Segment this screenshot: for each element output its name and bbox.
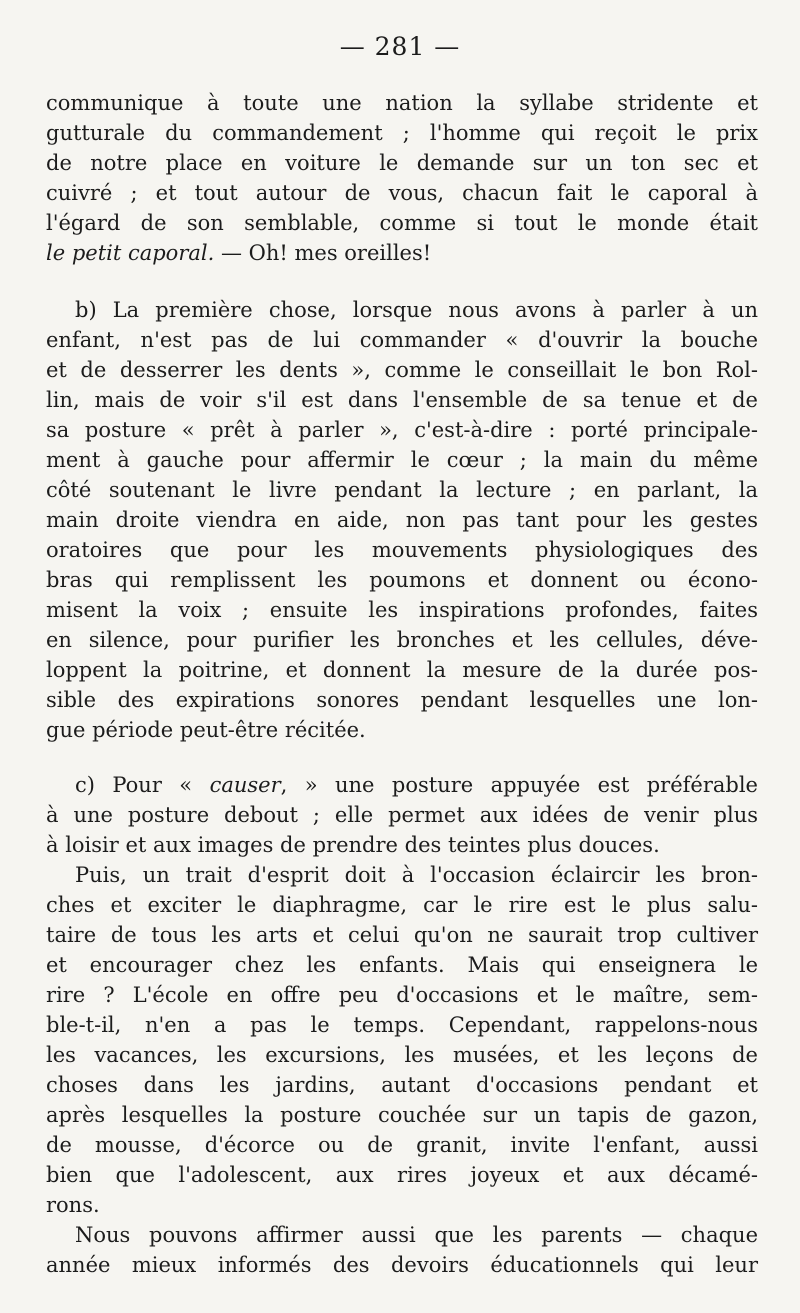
text-line: ble-t-il, n'en a pas le temps. Cependant, rappelons-nous — [46, 1013, 758, 1037]
text-line: taire de tous les arts et celui qu'on ne saurait trop cultiver — [46, 923, 758, 947]
text-fragment: , » une posture appuyée est préférable — [280, 773, 758, 797]
text-line: de notre place en voiture le demande sur un ton sec et — [46, 151, 758, 175]
text-line: loppent la poitrine, et donnent la mesure de la durée pos- — [46, 658, 758, 682]
text-line: choses dans les jardins, autant d'occasions pendant et — [46, 1073, 758, 1097]
text-line — [46, 238, 758, 268]
text-line: année mieux informés des devoirs éducationnels qui leur — [46, 1253, 758, 1277]
text-line: main droite viendra en aide, non pas tant pour les gestes — [46, 508, 758, 532]
text-line: rons. — [46, 1193, 100, 1217]
text-line: misent la voix ; ensuite les inspirations profondes, faites — [46, 598, 758, 622]
italic-text: causer — [209, 773, 281, 797]
page-number: — 281 — — [339, 32, 461, 61]
text-line: et encourager chez les enfants. Mais qui enseignera le — [46, 953, 758, 977]
text-line: lin, mais de voir s'il est dans l'ensemble de sa tenue et de — [46, 388, 758, 412]
text-line — [46, 770, 758, 800]
italic-text: le petit caporal. — [46, 241, 215, 265]
text-line: Puis, un trait d'esprit doit à l'occasion éclaircir les bron- — [75, 863, 758, 887]
text-line: côté soutenant le livre pendant la lecture ; en parlant, la — [46, 478, 758, 502]
text-line: oratoires que pour les mouvements physiologiques des — [46, 538, 758, 562]
text-line: ment à gauche pour affermir le cœur ; la main du même — [46, 448, 758, 472]
text-line: bras qui remplissent les poumons et donnent ou écono- — [46, 568, 758, 592]
text-line: après lesquelles la posture couchée sur un tapis de gazon, — [46, 1103, 758, 1127]
text-line: en silence, pour purifier les bronches et les cellules, déve- — [46, 628, 758, 652]
paragraph-parents — [46, 1220, 758, 1280]
paragraph-c-causer — [46, 770, 758, 860]
text-line: sa posture « prêt à parler », c'est-à-dire : porté principale- — [46, 418, 758, 442]
paragraph-caporal — [46, 88, 758, 268]
text-line: à une posture debout ; elle permet aux idées de venir plus — [46, 803, 758, 827]
text-line: bien que l'adolescent, aux rires joyeux et aux décamé- — [46, 1163, 758, 1187]
text-line: rire ? L'école en offre peu d'occasions et le maître, sem- — [46, 983, 758, 1007]
text-line: gue période peut-être récitée. — [46, 718, 366, 742]
text-line: les vacances, les excursions, les musées, et les leçons de — [46, 1043, 758, 1067]
text-line: de mousse, d'écorce ou de granit, invite l'enfant, aussi — [46, 1133, 758, 1157]
text-line: l'égard de son semblable, comme si tout le monde était — [46, 211, 758, 235]
paragraph-rire — [46, 860, 758, 1220]
text-line: sible des expirations sonores pendant lesquelles une lon- — [46, 688, 758, 712]
text-line: cuivré ; et tout autour de vous, chacun fait le caporal à — [46, 181, 758, 205]
text-line: enfant, n'est pas de lui commander « d'ouvrir la bouche — [46, 328, 758, 352]
text-line: ches et exciter le diaphragme, car le rire est le plus salu- — [46, 893, 758, 917]
text-line: et de desserrer les dents », comme le conseillait le bon Rol- — [46, 358, 758, 382]
text-line: gutturale du commandement ; l'homme qui reçoit le prix — [46, 121, 758, 145]
paragraph-b-posture-parler — [46, 295, 758, 745]
text-line: communique à toute une nation la syllabe stridente et — [46, 91, 758, 115]
text-fragment: — Oh! mes oreilles! — [214, 241, 432, 265]
text-fragment: c) Pour « — [75, 773, 210, 797]
text-line: à loisir et aux images de prendre des teintes plus douces. — [46, 833, 660, 857]
text-line: b) La première chose, lorsque nous avons à parler à un — [75, 298, 758, 322]
text-line: Nous pouvons affirmer aussi que les parents — chaque — [75, 1223, 758, 1247]
